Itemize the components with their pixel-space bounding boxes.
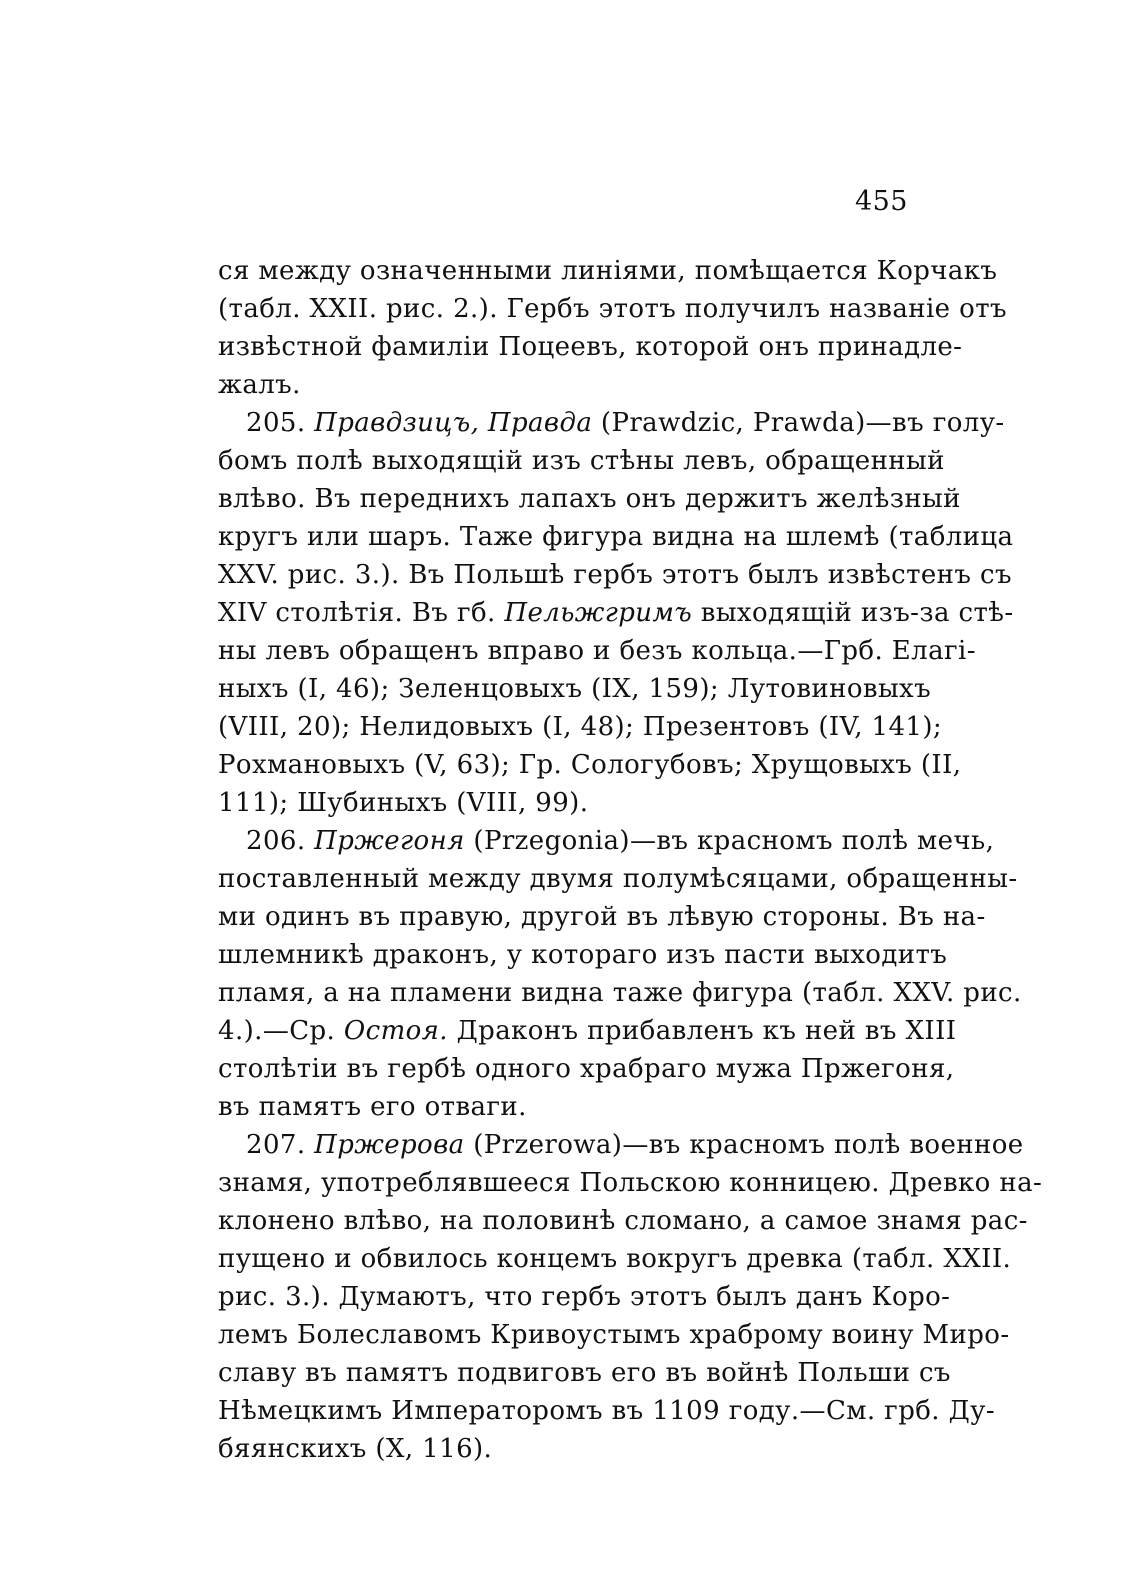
text-line: шлемникѣ драконъ, у котораго изъ пасти выходитъ [218, 940, 948, 970]
italic-heading: Пржерова [314, 1130, 465, 1160]
text-line: бяянскихъ (X, 116). [218, 1434, 493, 1464]
body-text [218, 252, 1043, 1468]
text-segment: Драконъ прибавленъ къ ней въ XIII [447, 1016, 957, 1046]
italic-heading: Пржегоня [314, 826, 465, 856]
italic-heading: Правдзицъ, Правда [314, 408, 593, 438]
text-line: въ памятъ его отваги. [218, 1092, 527, 1122]
text-line: ся между означенными линіями, помѣщается Корчакъ [218, 256, 998, 286]
text-line: извѣстной фамиліи Поцеевъ, которой онъ принадле- [218, 332, 963, 362]
text-line: ми одинъ въ правую, другой въ лѣвую стороны. Въ на- [218, 902, 986, 932]
text-line: Нѣмецкимъ Императоромъ въ 1109 году.—См. грб. Ду- [218, 1396, 996, 1426]
page-number: 455 [854, 186, 908, 217]
text-line: жалъ. [218, 370, 301, 400]
text-line: клонено влѣво, на половинѣ сломано, а самое знамя рас- [218, 1206, 1028, 1236]
text-segment: (Prawdzic, Prawda)—въ голу- [592, 408, 1005, 438]
text-segment: 207. [246, 1130, 315, 1160]
text-line: лемъ Болеславомъ Кривоустымъ храброму воину Миро- [218, 1320, 1010, 1350]
text-line: Рохмановыхъ (V, 63); Гр. Сологубовъ; Хрущовыхъ (II, [218, 750, 962, 780]
text-line: рис. 3.). Думаютъ, что гербъ этотъ былъ данъ Коро- [218, 1282, 951, 1312]
text-line: XXV. рис. 3.). Въ Польшѣ гербъ этотъ былъ извѣстенъ съ [218, 560, 1012, 590]
text-line: столѣтіи въ гербѣ одного храбраго мужа Пржегоня, [218, 1054, 955, 1084]
text-segment: 206. [246, 826, 315, 856]
italic-heading: Пельжгримъ [504, 598, 693, 628]
text-line [218, 1012, 957, 1050]
text-line: 111); Шубиныхъ (VIII, 99). [218, 788, 589, 818]
text-line: (табл. XXII. рис. 2.). Гербъ этотъ получилъ названіе отъ [218, 294, 1007, 324]
text-line: ны левъ обращенъ вправо и безъ кольца.—Грб. Елагі- [218, 636, 976, 666]
text-line: (VIII, 20); Нелидовыхъ (I, 48); Презентовъ (IV, 141); [218, 712, 943, 742]
text-line: пламя, а на пламени видна таже фигура (табл. XXV. рис. [218, 978, 1022, 1008]
text-line: пущено и обвилось концемъ вокругъ древка (табл. XXII. [218, 1244, 1012, 1274]
text-segment: выходящій изъ-за стѣ- [692, 598, 1014, 628]
text-line [218, 1126, 1024, 1164]
text-line [218, 822, 995, 860]
text-line: ныхъ (I, 46); Зеленцовыхъ (IX, 159); Лутовиновыхъ [218, 674, 932, 704]
text-line: знамя, употреблявшееся Польскою конницею. Древко на- [218, 1168, 1043, 1198]
text-segment: 4.).—Ср. [218, 1016, 344, 1046]
text-line: кругъ или шаръ. Таже фигура видна на шлемѣ (таблица [218, 522, 1014, 552]
text-segment: (Przegonia)—въ красномъ полѣ мечь, [464, 826, 995, 856]
text-line: славу въ памятъ подвиговъ его въ войнѣ Польши съ [218, 1358, 951, 1388]
text-segment: (Przerowa)—въ красномъ полѣ военное [464, 1130, 1024, 1160]
italic-heading: Остоя. [343, 1016, 448, 1046]
text-segment: 205. [246, 408, 315, 438]
text-segment: XIV столѣтія. Въ гб. [218, 598, 505, 628]
text-line: влѣво. Въ переднихъ лапахъ онъ держитъ желѣзный [218, 484, 961, 514]
text-line: бомъ полѣ выходящій изъ стѣны левъ, обращенный [218, 446, 945, 476]
text-line [218, 594, 1014, 632]
text-line [218, 404, 1005, 442]
text-line: поставленный между двумя полумѣсяцами, обращенны- [218, 864, 1018, 894]
